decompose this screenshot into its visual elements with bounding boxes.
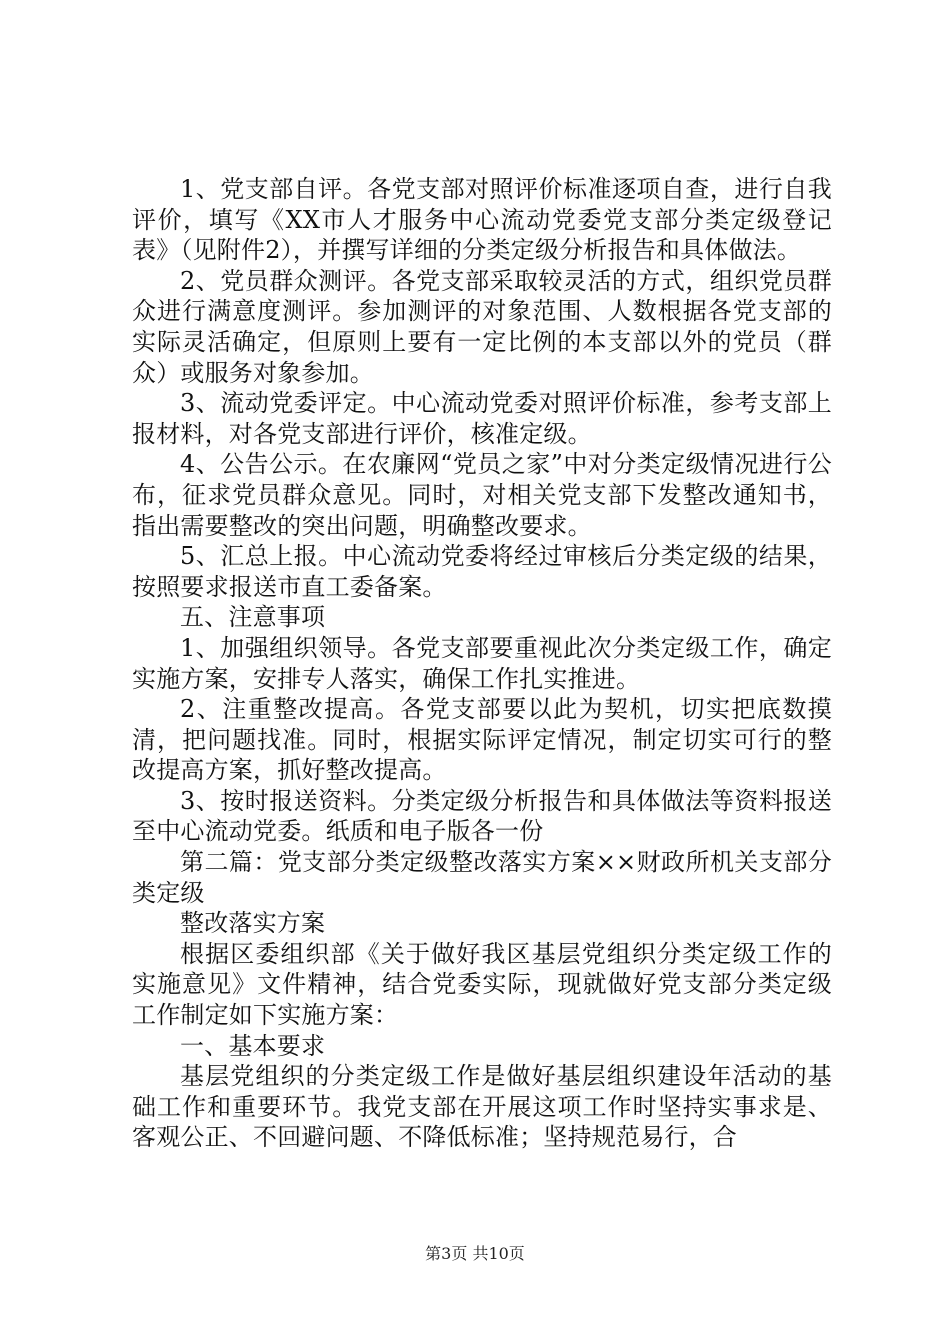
paragraph-public-notice: 4、公告公示。在农廉网“党员之家”中对分类定级情况进行公布，征求党员群众意见。同时，对相关党支部下发整改通知书，指出需要整改的突出问题，明确整改要求。	[132, 450, 832, 540]
paragraph-mass-evaluation: 2、党员群众测评。各党支部采取较灵活的方式，组织党员群众进行满意度测评。参加测评的对象范围、人数根据各党支部的实际灵活确定，但原则上要有一定比例的本支部以外的党员（群众）或服务对象参加。	[132, 266, 832, 387]
section-heading-notes: 五、注意事项	[180, 603, 326, 632]
paragraph-committee-review: 3、流动党委评定。中心流动党委对照评价标准，参考支部上报材料，对各党支部进行评价，核准定级。	[132, 389, 832, 448]
paragraph-intro: 根据区委组织部《关于做好我区基层党组织分类定级工作的实施意见》文件精神，结合党委实际，现就做好党支部分类定级工作制定如下实施方案：	[132, 939, 832, 1030]
paragraph-timely-submission: 3、按时报送资料。分类定级分析报告和具体做法等资料报送至中心流动党委。纸质和电子版各一份	[132, 786, 832, 846]
paragraph-summary-report: 5、汇总上报。中心流动党委将经过审核后分类定级的结果，按照要求报送市直工委备案。	[132, 542, 832, 601]
second-article-title: 第二篇：党支部分类定级整改落实方案××财政所机关支部分类定级	[132, 848, 832, 907]
section-heading-basic-requirements: 一、基本要求	[180, 1031, 326, 1060]
second-article-subtitle: 整改落实方案	[180, 909, 326, 938]
paragraph-basic-requirements: 基层党组织的分类定级工作是做好基层组织建设年活动的基础工作和重要环节。我党支部在开展这项工作时坚持实事求是、客观公正、不回避问题、不降低标准；坚持规范易行，合	[132, 1062, 832, 1152]
page-number-footer: 第3页 共10页	[425, 1244, 525, 1263]
paragraph-self-evaluation: 1、党支部自评。各党支部对照评价标准逐项自查，进行自我评价，填写《XX市人才服务中心流动党委党支部分类定级登记表》（见附件2），并撰写详细的分类定级分析报告和具体做法。	[132, 175, 832, 265]
paragraph-rectification: 2、注重整改提高。各党支部要以此为契机，切实把底数摸清，把问题找准。同时，根据实际评定情况，制定切实可行的整改提高方案，抓好整改提高。	[132, 695, 832, 785]
paragraph-leadership: 1、加强组织领导。各党支部要重视此次分类定级工作，确定实施方案，安排专人落实，确保工作扎实推进。	[132, 633, 832, 693]
document-body	[132, 174, 832, 1153]
